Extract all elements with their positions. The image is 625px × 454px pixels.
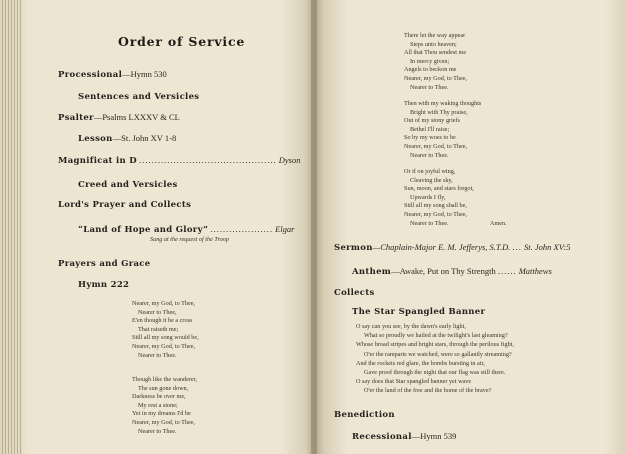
sermon-preacher: —Chaplain-Major E. M. Jefferys, S.T.D. bbox=[372, 242, 511, 252]
creed-heading: Creed and Versicles bbox=[78, 180, 178, 190]
recessional-hymn: —Hymn 539 bbox=[411, 431, 457, 441]
verse-line: Nearer to Thee. bbox=[138, 427, 177, 435]
hymn-verse-4 bbox=[404, 100, 481, 160]
verse-line: Nearer to Thee. bbox=[410, 83, 449, 91]
verse-line: Then with my waking thoughts bbox=[404, 100, 482, 107]
verse-line: What so proudly we hailed at the twilight's last gleaming? bbox=[364, 332, 508, 340]
verse-line: Nearer, my God, to Thee, bbox=[404, 142, 468, 150]
collects-heading: Collects bbox=[334, 288, 375, 298]
lesson-line bbox=[78, 133, 176, 144]
verse-line: Nearer, my God, to Thee, bbox=[404, 210, 468, 218]
lords-prayer-heading: Lord's Prayer and Collects bbox=[58, 200, 192, 210]
page-title: Order of Service bbox=[118, 34, 246, 49]
benediction-heading: Benediction bbox=[334, 410, 395, 420]
verse-line: Angels to beckon me bbox=[404, 66, 457, 74]
verse-line: Nearer, my God, to Thee, bbox=[132, 300, 196, 307]
verse-line: So by my woes to be bbox=[404, 134, 456, 142]
verse-line: And the rockets red glare, the bombs bursting in air, bbox=[356, 359, 485, 367]
verse-line: Gave proof through the night that our flag was still there. bbox=[364, 369, 506, 377]
verse-line: In mercy given; bbox=[410, 57, 450, 65]
verse-line: All that Thou sendest me bbox=[404, 49, 467, 57]
verse-line: Sun, moon, and stars forgot, bbox=[404, 185, 474, 193]
verse-line: Nearer to Thee. bbox=[410, 219, 449, 227]
psalter-line bbox=[58, 112, 180, 123]
magnificat-line bbox=[58, 155, 300, 166]
verse-line: Yet in my dreams I'd be bbox=[132, 410, 191, 418]
anthem-line bbox=[78, 224, 294, 235]
verse-line: Still all my song would be, bbox=[132, 334, 199, 342]
recessional-line bbox=[352, 431, 456, 442]
anthem2-line bbox=[352, 266, 552, 277]
hymn-heading: Hymn 222 bbox=[78, 280, 130, 290]
hymn-verse-3 bbox=[404, 32, 467, 92]
verse-line: My rest a stone; bbox=[138, 401, 178, 409]
magnificat-composer: Dyson bbox=[278, 155, 301, 165]
verse-line: E'en though it be a cross bbox=[132, 317, 193, 325]
verse-line: Nearer to Thee. bbox=[410, 151, 449, 159]
verse-line: O'er the ramparts we watched, were so gallantly streaming? bbox=[364, 350, 512, 358]
anthem-ssb-heading: The Star Spangled Banner bbox=[352, 307, 486, 317]
verse-line: Nearer, my God, to Thee, bbox=[132, 342, 196, 350]
anthem2-label: Anthem bbox=[352, 267, 392, 277]
verse-line: Though like the wanderer, bbox=[132, 376, 198, 383]
verse-line: O'er the land of the free and the home of the brave? bbox=[364, 387, 492, 395]
leader-dots: ...... bbox=[497, 266, 517, 276]
verse-line: Bright with Thy praise, bbox=[410, 108, 468, 116]
sermon-line bbox=[334, 242, 570, 253]
amen: Amen. bbox=[490, 219, 507, 227]
psalter-psalms: —Psalms LXXXV & CL bbox=[93, 112, 180, 122]
sermon-label: Sermon bbox=[334, 243, 373, 253]
anthem-note: Sung at the request of the Troop bbox=[150, 236, 229, 243]
anthem-ssb-verse bbox=[356, 322, 514, 396]
sermon-text: St. John XV:5 bbox=[524, 242, 571, 252]
hymn-verse-1 bbox=[132, 300, 199, 360]
verse-line: There let the way appear bbox=[404, 32, 466, 39]
page-edges bbox=[0, 0, 22, 454]
verse-line: Nearer, my God, to Thee, bbox=[404, 74, 468, 82]
processional-line bbox=[58, 69, 167, 80]
verse-line: That raiseth me; bbox=[138, 325, 179, 333]
verse-line: Still all my song shall be, bbox=[404, 202, 467, 210]
verse-line: Darkness be over me, bbox=[132, 393, 186, 401]
anthem-composer: Elgar bbox=[275, 224, 295, 234]
sentences-heading: Sentences and Versicles bbox=[78, 92, 200, 102]
leader-dots: ... bbox=[512, 242, 522, 252]
verse-line: Out of my stony griefs bbox=[404, 117, 461, 125]
verse-line: O say can you see, by the dawn's early light, bbox=[356, 323, 466, 330]
anthem2-title: —Awake, Put on Thy Strength bbox=[391, 266, 496, 276]
verse-line: Cleaving the sky, bbox=[410, 176, 453, 184]
verse-line: Or if on joyful wing, bbox=[404, 168, 456, 175]
recessional-label: Recessional bbox=[352, 432, 412, 442]
verse-line: The sun gone down, bbox=[138, 384, 189, 392]
verse-line: Steps unto heaven; bbox=[410, 40, 457, 48]
verse-line: Nearer to Thee, bbox=[138, 308, 177, 316]
lesson-label: Lesson bbox=[78, 134, 113, 144]
psalter-label: Psalter bbox=[58, 113, 94, 123]
processional-hymn: —Hymn 530 bbox=[122, 69, 167, 79]
verse-line: O say does that Star spangled banner yet wave bbox=[356, 378, 472, 386]
leader-dots: .................... bbox=[210, 224, 273, 234]
hymn-verse-5 bbox=[404, 168, 474, 228]
lesson-ref: —St. John XV 1-8 bbox=[112, 133, 177, 143]
hymn-verse-2 bbox=[132, 376, 197, 436]
verse-line: Nearer to Thee. bbox=[138, 351, 177, 359]
verse-line: Whose broad stripes and bright stars, through the perilous fight, bbox=[356, 341, 514, 349]
anthem2-composer: Matthews bbox=[518, 266, 552, 276]
anthem-title: “Land of Hope and Glory” bbox=[78, 225, 209, 235]
verse-line: Upwards I fly, bbox=[410, 193, 446, 201]
leader-dots: ............................................ bbox=[139, 155, 277, 165]
verse-line: Bethel I'll raise; bbox=[410, 125, 450, 133]
processional-label: Processional bbox=[58, 70, 123, 80]
verse-line: Nearer, my God, to Thee, bbox=[132, 418, 196, 426]
magnificat-label: Magnificat in D bbox=[58, 156, 137, 166]
book-gutter bbox=[311, 0, 317, 454]
prayers-heading: Prayers and Grace bbox=[58, 259, 151, 269]
